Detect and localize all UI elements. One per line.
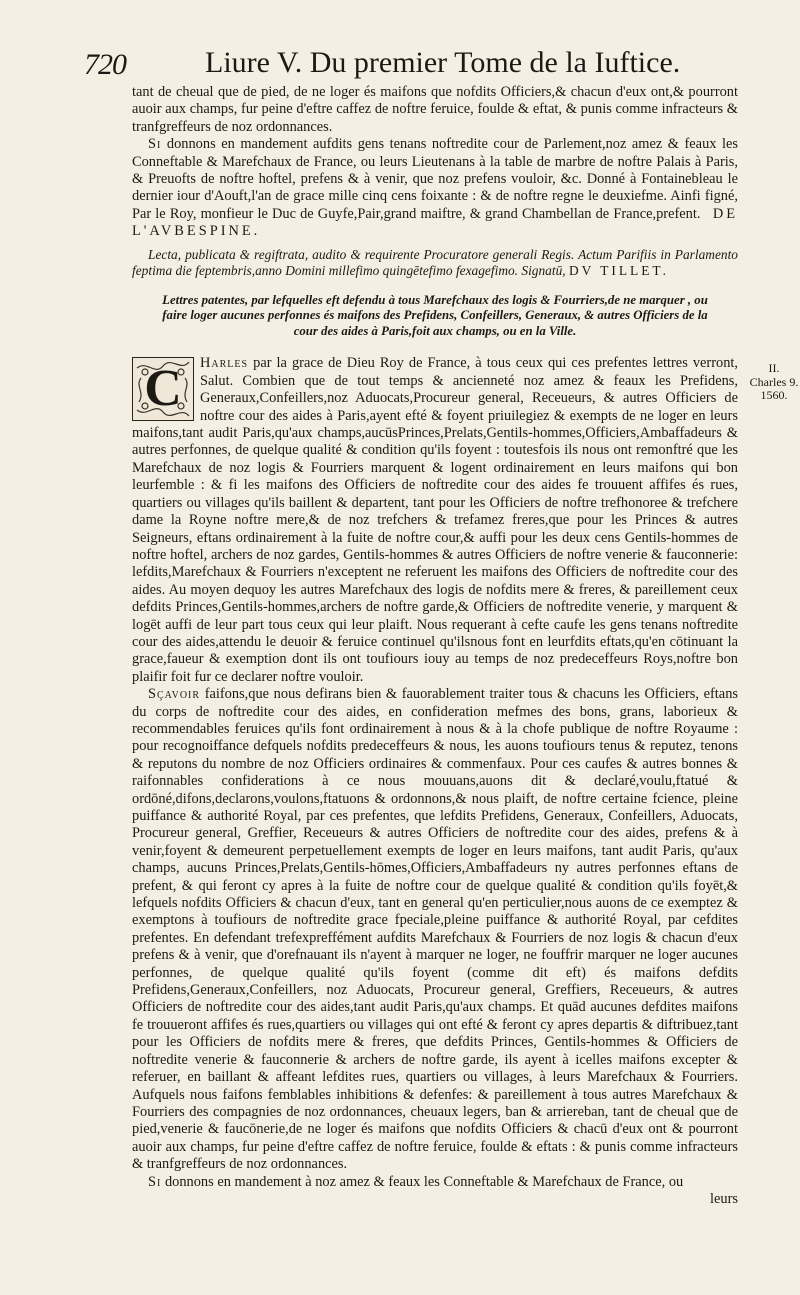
secretary-signature: DE L'AVBESPINE. — [132, 205, 739, 240]
savoir-paragraph — [132, 686, 738, 1173]
letters-title: Lettres patentes, par lefquelles eft defendu à tous Marefchaux des logis & Fourriers,de ne marquer , ou faire loger aucunes perfonnes és maifons des Prefidens, Confeillers, Generaux, & autres Officiers de la cour des aides à Paris,foit aux champs, ou en la Ville. — [162, 292, 708, 338]
main-lead: Harles — [200, 355, 249, 372]
mandate-paragraph — [132, 136, 738, 240]
mandate-lead: Si — [148, 136, 162, 153]
body-text — [132, 84, 738, 1208]
running-head: Liure V. Du premier Tome de la Iuftice. — [205, 46, 681, 79]
closing-text: donnons en mandement à noz amez & feaux les Conneftable & Marefchaux de France, ou — [164, 1173, 684, 1190]
savoir-text: faifons,que nous defirans bien & fauorablement traiter tous & chacuns les Officiers, eftans du corps de noftredite cour des aides, en confideration mefmes des bons, grans, laborieux & recommendables feruices qu'ils font ordinairement à nous & à la chofe publique de noftre Royaume : pour recognoiffance defquels nofdits predeceffeurs & nous, les auons toufiours tenus & reputez, tenons & reputons du nombre de noz Officiers ordinaires & commenfaux. Pour ces caufes & autres bonnes & raifonnables confiderations à ce nous mouuans,auons dit & declaré,voulu,ftatué & ordōné,difons,declarons,voulons,ftatuons & ordonnons,& nous plaift, de noftre certaine fcience, pleine puiffance & authorité Royal, par ces prefentes, que lefdits Prefidens, Generaux, Confeillers, Aduocats, Procureur general, Greffier, Receueurs & autres Officiers de noftredite cour des aides, prefens & à venir,foyent & demeurent perpetuellement exempts de loger en leurs maifons, tant audit Paris, qu'aux champs, aucuns Princes,Prelats,Gentils-hōmes,Officiers,Ambaffadeurs ny autres perfonnes eftans de prefent, & qui feront cy apres à la fuite de noftre cour de quelque qualité & condition qu'ils foyēt,& lefquels nofdits Officiers & chacun d'eux, tant en general qu'en perticulier,nous auons de ce exemptez & exemptons à toufiours de noftredite grace fpeciale,pleine puiffance & authorité Royal, par cefdites prefentes. En defendant trefexpreffément aufdits Marefchaux & Fourriers de noz logis & chacun d'eux prefens & à venir, que d'orefnauant ils n'ayent à marquer ne loger, ne fouffrir marquer ne loger aucunes perfonnes, de quelque qualité qu'ils foyent (comme dit eft) és maifons defdits Prefidens,Generaux,Confeillers, noz Aduocats, Procureur general, Greffiers, Receueurs, & autres Officiers de noftredite cour des aides,tant audit Paris,qu'aux champs. Et quād aucunes defdites maifons fe trouueront affifes és rues,quartiers ou villages qui ont efté & feront cy apres departis & diftribuez,tant pour les Officiers de nofdits mere & freres, que defdits Princes, Gentils-hommes & Officiers de noftredite venerie & fauconnerie & archers de noftre garde, ils ayent à icelles maifons excepter & referuer, en baillant & affeant lefdites rues, quartiers ou villages, à leurs Marefchaux & Fourriers. Aufquels nous faifons femblables inhibitions & defenfes: & pareillement à tous autres Marefchaux & Fourriers des compagnies de noz ordonnances, cheuaux legers, ban & arriereban, tant de cheual que de pied,venerie & faucōnerie,de ne loger és maifons que nofdits Officiers & chacū d'eux ont & pourront auoir aux champs, fur peine d'eftre caffez de noftre feruice, foulde & eftats : & punis comme infracteurs & tranfgreffeurs de noz ordonnances. — [132, 686, 738, 1173]
main-paragraph-wrap — [132, 355, 738, 686]
savoir-lead: Sçavoir — [148, 686, 201, 703]
main-paragraph — [132, 355, 738, 686]
mandate-text: donnons en mandement aufdits gens tenans noftredite cour de Parlement,noz amez & feaux les Conneftable & Marefchaux de France, ou leurs Lieutenans à la table de marbre de noftre Palais à Paris, & Preuofts de noftre hoftel, prefens & à venir, que noz prefens vouloir, &c. Donné à Fontainebleau le dernier iour d'Aouft,l'an de grace mille cinq cens foixante : & de noftre regne le deuxiefme. Ainfi figné, Par le Roy, monfieur le Duc de Guyfe,Pair,grand maiftre, & grand Chambellan de France,prefent. — [132, 136, 738, 222]
registrar-signature: DV TILLET. — [569, 262, 669, 278]
closing-paragraph — [132, 1174, 738, 1191]
drop-cap-letter: C — [144, 360, 182, 418]
margin-note-number: II. — [768, 361, 780, 375]
margin-note-year: 1560. — [760, 388, 788, 402]
catchword: leurs — [710, 1190, 738, 1207]
closing-lead: Si — [148, 1173, 162, 1190]
margin-note — [748, 362, 800, 403]
registration-note — [132, 247, 738, 279]
floral-ornament-icon — [132, 357, 194, 421]
opening-paragraph: tant de cheual que de pied, de ne loger és maifons que nofdits Officiers,& chacun d'eux ont,& pourront auoir aux champs, fur peine d'eftre caffez de noftre feruice, foulde & eftat, & punis comme infracteurs & tranfgreffeurs de noz ordonnances. — [132, 84, 738, 135]
margin-note-king: Charles 9. — [749, 374, 799, 389]
main-text: par la grace de Dieu Roy de France, à tous ceux qui ces prefentes lettres verront, Salut. Combien que de tout temps & ancienneté noz amez & feaux les Prefidens, Generaux,Confeillers,noz Aduocats,Procureur general, Receueurs, & autres Officiers de noftre cour des aides à Paris,ayent efté & foyent priuilegiez & exempts de ne loger en leurs maifons,tant audit Paris,qu'aux champs,aucūsPrinces,Prelats,Gentils-hommes,Officiers,Ambaffadeurs & autres perfonnes, de quelque qualité & condition qu'ils foyent : toutesfois ils nous ont remonftré que les Marefchaux de noz logis & Fourriers marquent & logent ordinairement en leurs maifons qui bon leurfemble : & fi les maifons des Officiers de noftredite cour des aides fe trouuent affifes és rues, quartiers ou villages qu'ils baillent & departent, tant pour les Officiers de noftre trefhonoree & trefchere dame la Royne noftre mere,& de noz trefchers & trefamez freres,que pour les Princes & autres Seigneurs, eftans ordinairement à la fuite de noftre cour,& auffi pour les deux cens Gentils-hommes de noftre hoftel, archers de noz gardes, Gentils-hommes & autres Officiers de noftre venerie & fauconnerie: lefdits,Marefchaux & Fourriers n'exceptent ne referuent les maifons des Officiers de noftredite cour des aides. Au moyen dequoy les autres Marefchaux des logis de nofdits mere & freres, & pareillement ceux defdits Princes,Gentils-hommes,archers de noftre garde,& Officiers de noftredite venerie, y marquent & logēt auffi de leur part tous ceux qui leur plaift. Nous requerant à cefte caufe les gens tenans noftredite cour des aides,attendu le deuoir & feruice continuel qu'ilsnous font en leurfdits eftats,qu'en cōtinuant la grace,faueur & exemption dont ils ont toufiours iouy au temps de noz predeceffeurs Roys,noftre bon plaifir foit fur ce declarer noftre vouloir. — [132, 355, 738, 685]
page-number: 720 — [84, 48, 126, 81]
registration-text: Lecta, publicata & regiftrata, audito & requirente Procuratore generali Regis. Actum Parifiis in Parlamento feptima die feptembris,anno Domini millefimo quingētefimo fexagefimo. Signatū, — [132, 246, 738, 278]
